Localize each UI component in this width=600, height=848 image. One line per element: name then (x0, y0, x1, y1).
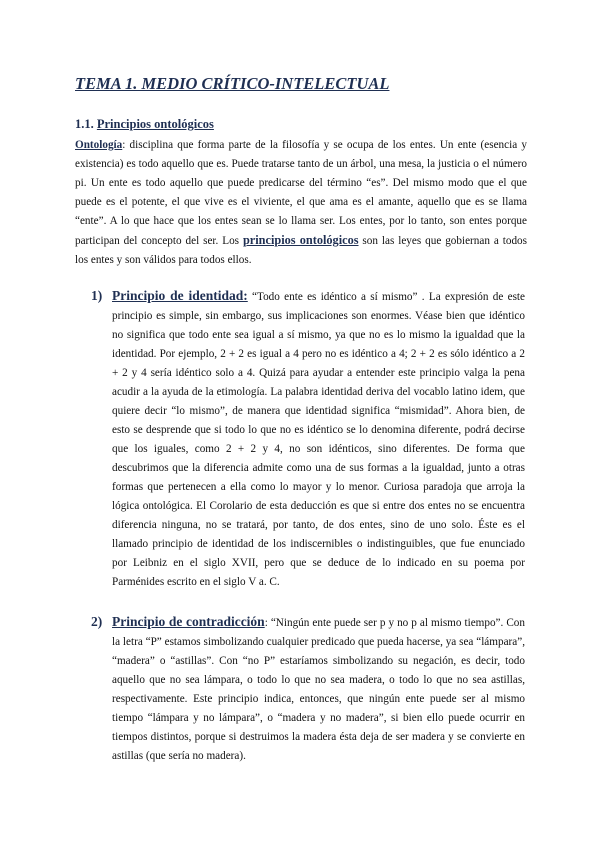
item-number: 1) (91, 288, 103, 303)
item-body (112, 286, 525, 592)
section-heading (75, 116, 527, 133)
ente-paragraph: Un ente (esencia y existencia) es todo aquello que es. Puede tratarse tanto de un árbol, una mesa, la justicia o el número pi. Un ente es todo aquello que puede predicarse del término “es”. Del mismo modo que el que puede es el potente, el que vive es el viviente, el que ama es el amante, aquello que es se llama “ente”. A lo que hace que los entes sean se lo llama ser. Los entes, por lo tanto, son entes porque participan del concepto del ser. Los (75, 139, 527, 247)
section-ontological-principles (75, 116, 527, 270)
ontological-principles-term: principios ontológicos (242, 233, 359, 247)
list-item-identity (91, 286, 525, 592)
section-number: 1.1. (75, 117, 94, 131)
item-heading: Principio de identidad: (112, 288, 248, 303)
ente-paragraph-end: son las leyes que gobiernan a todos los entes y son válidos para todos ellos. (75, 235, 527, 266)
ontologia-definition: : disciplina que forma parte de la filosofía y se ocupa de los entes. (122, 139, 436, 151)
section-paragraph (75, 136, 527, 270)
item-heading: Principio de contradicción (112, 614, 265, 629)
page-title: TEMA 1. MEDIO CRÍTICO-INTELECTUAL (75, 74, 390, 93)
list-item-contradiction (91, 612, 525, 766)
item-text: “Todo ente es idéntico a sí mismo” . La expresión de este principio es simple, sin embargo, sus implicaciones son enormes. Véase bien que idéntico no significa que todo ente sea igual a sí mismo, ya que no es lo mismo la igualdad que la identidad. Por ejemplo, 2 + 2 es igual a 4 pero no es idéntico a 4; 2 + 2 es sólo idéntico a 2 + 2 y 4 sería idéntico solo a 4. Quizá para ayudar a entender este principio valga la pena acudir a la ayuda de la etimología. La palabra identidad deriva del vocablo latino idem, que quiere decir “lo mismo”, de manera que identidad significa “mismidad”. Ahora bien, de esto se desprende que si todo lo que no es idéntico se lo denomina diferente, podrá decirse que los iguales, como 2 + 2 y 4, no son idénticos, sino diferentes. De forma que descubrimos que la diferencia admite como una de sus formas a la igualdad, junto a otras formas que pertenecen a ella como lo mayor y lo menor. Curiosa paradoja que arroja la lógica ontológica. El Corolario de esta deducción es que si entre dos entes no se encuentra diferencia ninguna, no se tratará, por tanto, de dos entes, sino de uno solo. Éste es el llamado principio de identidad de los indiscernibles o indistinguibles, que fue enunciado por Leibniz en el siglo XVII, pero que se deduce de lo indicado en su poema por Parménides escrito en el siglo V a. C. (112, 291, 525, 588)
section-heading-text: Principios ontológicos (96, 117, 214, 131)
item-number: 2) (91, 614, 103, 629)
item-body (112, 612, 525, 766)
ontologia-term: Ontología (75, 139, 123, 151)
item-text: : “Ningún ente puede ser p y no p al mismo tiempo”. Con la letra “P” estamos simbolizando cualquier predicado que pueda hacerse, ya sea “lámpara”, “madera” o “astillas”. Con “no P” estaríamos simbolizando su negación, es decir, todo aquello que no sea lámpara, o todo lo que no sea madera, o todo lo que no sea astillas, respectivamente. Este principio indica, entonces, que ningún ente puede ser al mismo tiempo “lámpara y no lámpara”, o “madera y no madera”, si bien ello puede ocurrir en tiempos distintos, porque si destruimos la madera ésta deja de ser madera y se convierte en astillas (que sería no madera). (112, 617, 525, 762)
